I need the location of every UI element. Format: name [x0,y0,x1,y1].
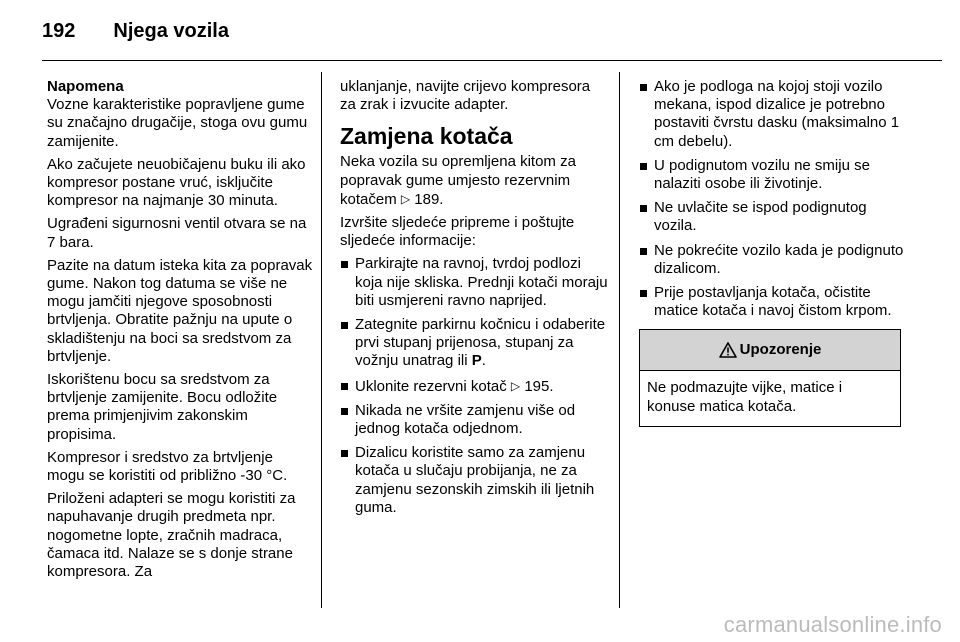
paragraph: Ugrađeni sigurnosni ventil otvara se na 7 bara. [47,215,307,251]
column-3 [639,78,909,427]
warning-title: Upozorenje [739,341,822,359]
paragraph: Izvršite sljedeće pripreme i poštujte sljedeće informacije: [340,214,575,250]
list-item [340,377,610,396]
list-item: Prije postavljanja kotača, očistite matice kotača i navoj čistom krpom. [639,284,909,320]
bullet-list [639,78,909,320]
section-heading: Zamjena kotača [340,123,513,150]
paragraph: Vozne karakteristike popravljene gume su značajno drugačije, stoga ovu gumu zamijenite. [47,96,308,150]
arrow-right-icon: ▷ [510,378,521,393]
bullet-list [340,255,610,517]
list-item: Ne uvlačite se ispod podignutog vozila. [639,199,909,235]
column-2 [340,78,610,523]
paragraph: Iskorištenu bocu sa sredstvom za brtvljenje zamijenite. Bocu odložite prema primjenjivim zakonskim propisima. [47,371,278,443]
warning-triangle-icon [719,342,737,358]
list-item-text: Uklonite rezervni kotač [355,377,507,395]
list-item: Ako je podloga na kojoj stoji vozilo mekana, ispod dizalice je potrebno postaviti čvrstu dasku (maksimalno 1 cm debelu). [639,78,909,151]
column-1 [47,78,313,586]
gear-position: P [471,352,482,370]
warning-header [640,330,900,371]
paragraph [340,153,610,209]
paragraph: Pazite na datum isteka kita za popravak gume. Nakon tog datuma se više ne mogu jamčiti njegove sposobnosti brtvljenja. Obratite pažnju na upute o skladištenju na boci sa sredstvom za brtvljenje. [47,256,313,365]
warning-box [639,329,901,426]
list-item: Dizalicu koristite samo za zamjenu kotača u slučaju probijanja, ne za zamjenu sezonskih zimskih ili ljetnih guma. [340,444,610,517]
page-title: Njega vozila [113,19,229,42]
paragraph: Kompresor i sredstvo za brtvljenje mogu se koristiti od približno -30 °C. [47,448,288,485]
page-number: 192 [42,19,76,42]
list-item: Parkirajte na ravnoj, tvrdoj podlozi koja nije skliska. Prednji kotači moraju biti usmjereni ravno naprijed. [340,255,610,310]
paragraph: Priloženi adapteri se mogu koristiti za napuhavanje drugih predmeta npr. nogometne lopte, zračnih madraca, čamaca itd. Nalaze se s donje strane kompresora. Za [47,490,296,581]
list-item: U podignutom vozilu ne smiju se nalaziti osobe ili životinje. [639,157,909,193]
note-title: Napomena [47,78,124,95]
column-divider [619,72,620,608]
list-item: Nikada ne vršite zamjenu više od jednog kotača odjednom. [340,402,610,438]
watermark: carmanualsonline.info [723,612,942,637]
list-item-text: Zategnite parkirnu kočnicu i odaberite prvi stupanj prijenosa, stupanj za vožnju unatrag ili [355,316,606,370]
warning-text: Ne podmazujte vijke, matice i konuse matica kotača. [647,379,843,415]
page-reference[interactable]: 195. [524,377,554,395]
page-header [42,16,229,46]
list-item: Zategnite parkirnu kočnicu i odaberite prvi stupanj prijenosa, stupanj za vožnju unatrag ili P. [340,316,610,371]
page-reference[interactable]: 189. [414,190,444,208]
intro-text: Neka vozila su opremljena kitom za popravak gume umjesto rezervnim kotačem [340,153,576,208]
paragraph: uklanjanje, navijte crijevo kompresora za zrak i izvucite adapter. [340,78,591,114]
paragraph: Ako začujete neuobičajenu buku ili ako kompresor postane vruć, isključite kompresor na najmanje 30 minuta. [47,155,306,210]
header-rule [42,60,942,61]
arrow-right-icon: ▷ [400,191,411,206]
list-item: Ne pokrećite vozilo kada je podignuto dizalicom. [639,242,909,278]
column-divider [321,72,322,608]
